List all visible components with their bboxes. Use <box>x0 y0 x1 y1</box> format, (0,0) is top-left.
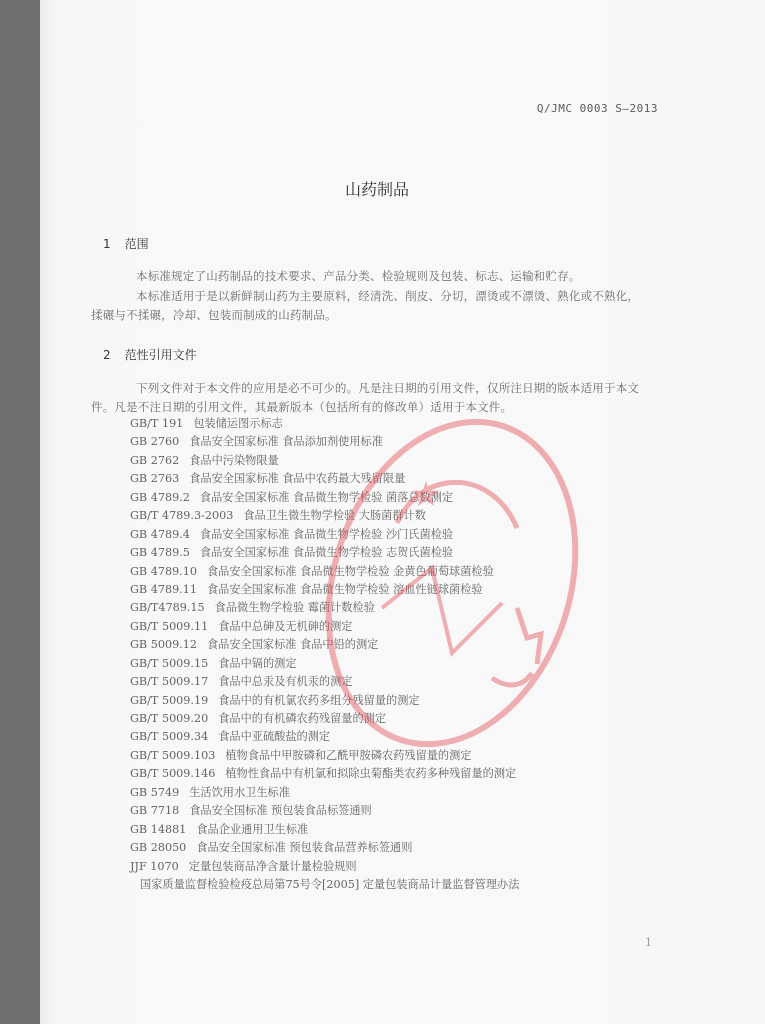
reference-item <box>130 765 519 783</box>
section-1-paragraph-1: 本标准规定了山药制品的技术要求、产品分类、检验规则及包装、标志、运输和贮存。 <box>136 269 581 283</box>
reference-item <box>130 692 519 710</box>
reference-title: 生活饮用水卫生标准 <box>189 785 290 799</box>
section-1-paragraph-2: 本标准适用于是以新鲜制山药为主要原料，经清洗、削皮、分切，漂烫或不漂烫、熟化或不熟化， <box>136 289 640 303</box>
reference-title: 食品安全国家标准 食品中铅的测定 <box>206 638 379 652</box>
reference-code: GB/T 5009.19 <box>130 693 209 707</box>
section-1-heading <box>103 235 149 252</box>
reference-title: 食品安全国标准 预包装食品标签通则 <box>189 804 372 818</box>
reference-code: GB/T 191 <box>130 417 184 430</box>
section-1-number: 1 <box>103 237 111 251</box>
document-page <box>40 0 765 1024</box>
reference-item <box>130 636 519 654</box>
reference-code: GB 14881 <box>130 822 187 836</box>
reference-code: GB/T 5009.146 <box>130 767 216 781</box>
document-title: 山药制品 <box>345 180 410 199</box>
reference-item <box>130 452 519 470</box>
reference-code: GB/T 5009.11 <box>130 619 209 633</box>
section-2-paragraph-1: 下列文件对于本文件的应用是必不可少的。凡是注日期的引用文件，仅所注日期的版本适用于本文 <box>136 381 640 395</box>
reference-item <box>130 544 519 562</box>
reference-item <box>130 858 519 876</box>
document-code: Q/JMC 0003 S—2013 <box>536 102 658 115</box>
reference-item <box>130 876 519 894</box>
reference-title: 食品中总砷及无机砷的测定 <box>218 619 353 633</box>
reference-code: GB 4789.4 <box>130 527 190 541</box>
reference-title: 食品中亚硫酸盐的测定 <box>218 730 331 744</box>
section-2-number: 2 <box>103 348 111 362</box>
reference-code: GB 4789.5 <box>130 546 190 560</box>
reference-item <box>130 673 519 691</box>
reference-title: 食品安全国家标准 食品添加剂使用标准 <box>189 435 383 449</box>
reference-code: GB/T 5009.34 <box>130 730 209 744</box>
reference-title: 定量包装商品净含量计量检验规则 <box>188 859 357 873</box>
reference-code: GB 28050 <box>130 841 187 855</box>
reference-item <box>130 655 519 673</box>
reference-code: GB 7718 <box>130 804 180 818</box>
reference-title: 食品安全国家标准 食品微生物学检验 金黄色葡萄球菌检验 <box>206 564 494 578</box>
section-1-paragraph-3: 揉碾与不揉碾，冷却、包装而制成的山药制品。 <box>91 308 337 322</box>
reference-item <box>130 728 519 746</box>
reference-item <box>130 415 519 433</box>
reference-title: 食品安全国家标准 食品微生物学检验 沙门氏菌检验 <box>199 527 454 541</box>
reference-title: 食品中总汞及有机汞的测定 <box>218 675 353 689</box>
reference-code: GB/T 5009.20 <box>130 712 209 725</box>
reference-title: 食品安全国家标准 食品微生物学检验 志贺氏菌检验 <box>199 546 454 560</box>
reference-title: 食品安全国家标准 预包装食品营养标签通则 <box>196 841 413 855</box>
reference-item <box>130 618 519 636</box>
reference-title: 食品安全国家标准 食品微生物学检验 菌落总数测定 <box>199 490 454 504</box>
reference-title: 食品卫生微生物学检验 大肠菌群计数 <box>243 509 426 523</box>
reference-code: GB 4789.11 <box>130 582 197 596</box>
reference-item <box>130 470 519 488</box>
reference-title: 植物性食品中有机氯和拟除虫菊酯类农药多种残留量的测定 <box>225 767 517 781</box>
page-number: 1 <box>645 936 652 949</box>
reference-code: GB 2763 <box>130 472 180 486</box>
reference-code: GB/T 4789.3-2003 <box>130 509 234 523</box>
reference-title: 食品安全国家标准 食品中农药最大残留限量 <box>189 472 406 486</box>
reference-item <box>130 489 519 507</box>
reference-code: JJF 1070 <box>130 859 179 873</box>
section-2-heading <box>103 346 197 363</box>
reference-code: GB 5749 <box>130 785 180 799</box>
reference-item <box>130 710 519 728</box>
reference-item <box>130 747 519 765</box>
reference-code: GB 4789.10 <box>130 564 197 578</box>
reference-code: GB/T 5009.103 <box>130 748 216 762</box>
reference-item <box>130 839 519 857</box>
reference-code: GB/T 5009.17 <box>130 675 209 689</box>
reference-title: 包装储运图示标志 <box>193 417 283 430</box>
reference-title: 国家质量监督检验检疫总局第75号令[2005] 定量包装商品计量监督管理办法 <box>140 877 520 891</box>
reference-code: GB 5009.12 <box>130 638 197 652</box>
reference-title: 食品企业通用卫生标准 <box>196 822 309 836</box>
reference-title: 植物食品中甲胺磷和乙酰甲胺磷农药残留量的测定 <box>225 748 472 762</box>
reference-title: 食品中污染物限量 <box>189 453 279 467</box>
reference-item <box>130 581 519 599</box>
reference-item <box>130 507 519 525</box>
normative-references-list <box>130 415 519 894</box>
section-2-paragraph-2: 件。凡是不注日期的引用文件，其最新版本（包括所有的修改单）适用于本文件。 <box>91 400 513 414</box>
reference-item <box>130 599 519 617</box>
reference-title: 食品安全国家标准 食品微生物学检验 溶血性链球菌检验 <box>206 582 483 596</box>
reference-code: GB/T4789.15 <box>130 601 205 615</box>
reference-code: GB 2760 <box>130 435 180 449</box>
reference-code: GB 2762 <box>130 453 180 467</box>
reference-title: 食品中的有机氯农药多组分残留量的测定 <box>218 693 420 707</box>
reference-code: GB 4789.2 <box>130 490 190 504</box>
reference-title: 食品微生物学检验 霉菌计数检验 <box>214 601 375 615</box>
reference-item <box>130 802 519 820</box>
reference-item <box>130 526 519 544</box>
section-1-title: 范围 <box>124 237 149 251</box>
reference-code: GB/T 5009.15 <box>130 656 209 670</box>
reference-item <box>130 821 519 839</box>
section-2-title: 范性引用文件 <box>124 348 197 362</box>
reference-item <box>130 563 519 581</box>
reference-item <box>130 784 519 802</box>
reference-item <box>130 433 519 451</box>
reference-title: 食品中的有机磷农药残留量的测定 <box>218 712 387 725</box>
reference-title: 食品中镉的测定 <box>218 656 297 670</box>
